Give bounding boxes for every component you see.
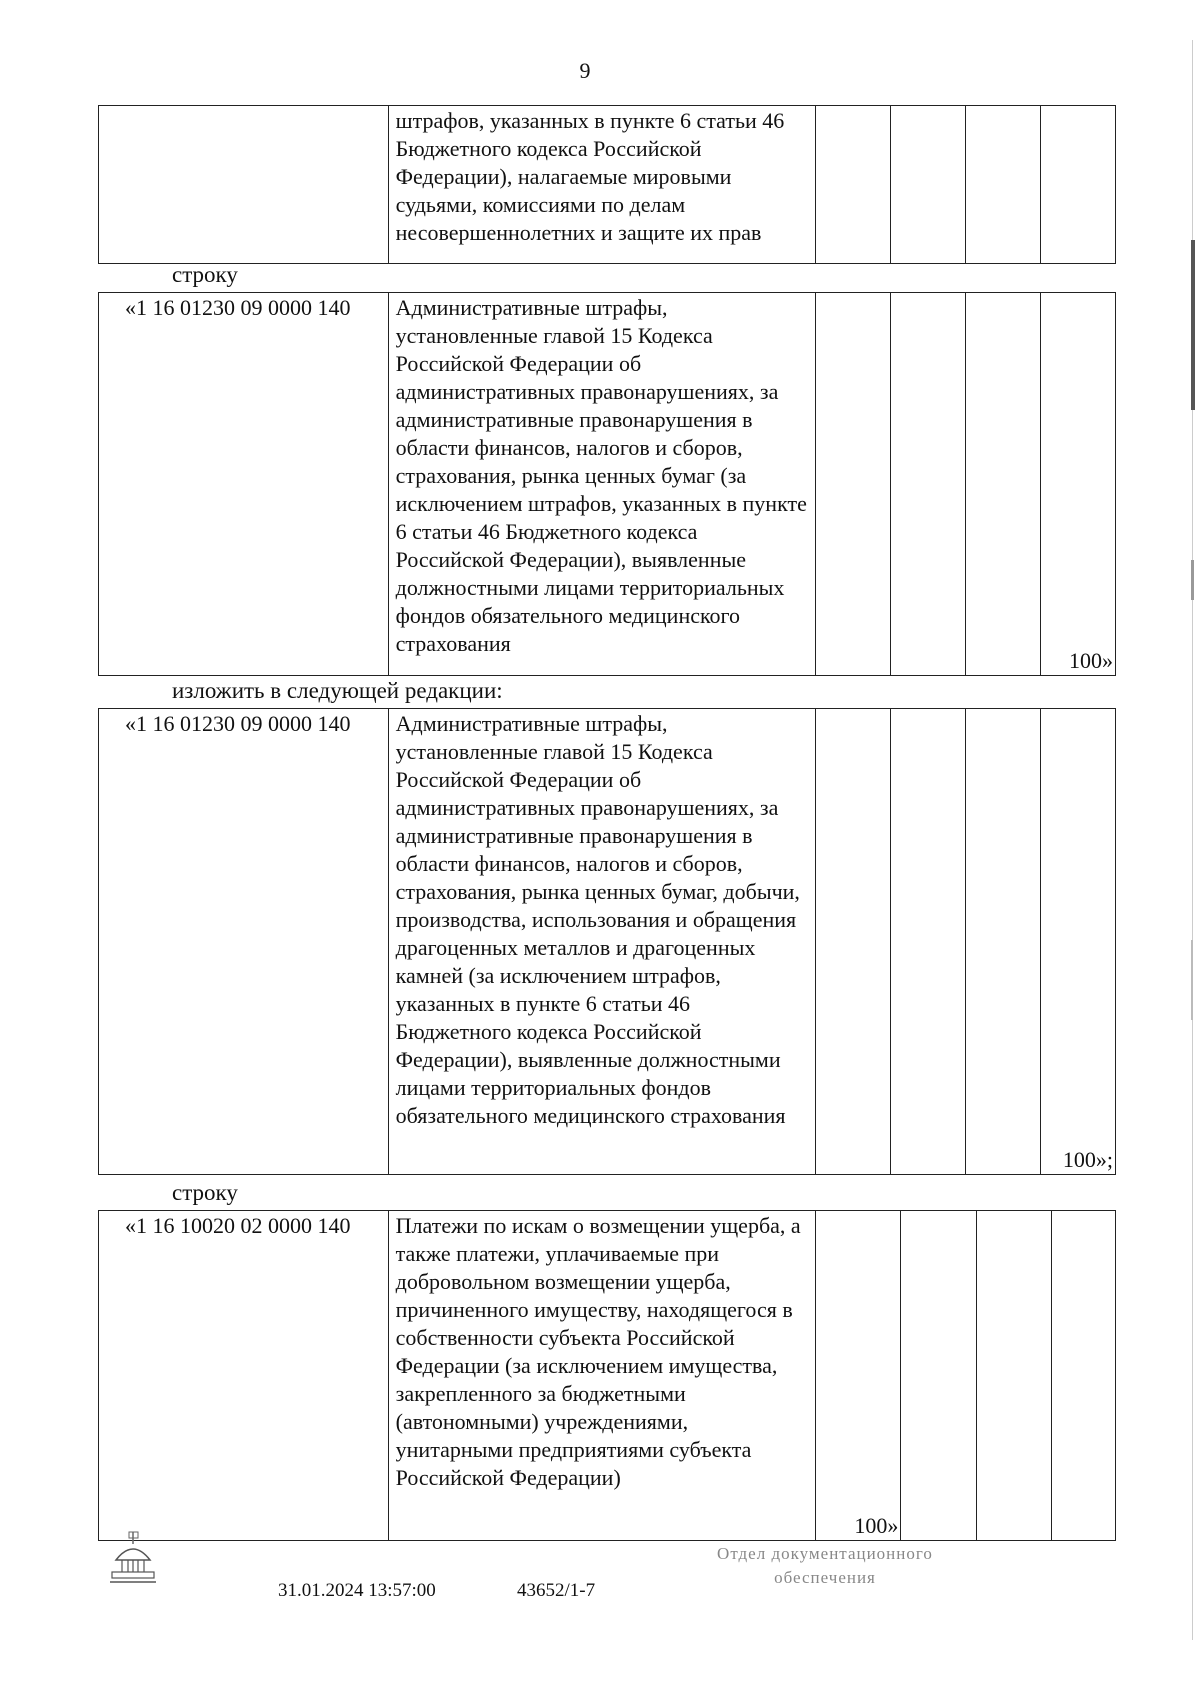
caption-row-label: строку bbox=[172, 262, 238, 287]
table-row bbox=[99, 1211, 1116, 1541]
table-row bbox=[99, 106, 1116, 264]
value-cell-2 bbox=[890, 293, 965, 676]
table-continuation-row bbox=[98, 105, 1116, 264]
value-cell-3 bbox=[965, 709, 1040, 1175]
description-cell: Административные штрафы, установленные главой 15 Кодекса Российской Федерации об административных правонарушениях, за административные правонарушения в области финансов, налогов и сборов, страхования, рынка ценных бумаг, добычи, производства, использования и обращения драгоценных металлов и драгоценных камней (за исключением штрафов, указанных в пункте 6 статьи 46 Бюджетного кодекса Российской Федерации), выявленные должностными лицами территориальных фондов обязательного медицинского страхования bbox=[388, 709, 815, 1175]
caption-edit-label: изложить в следующей редакции: bbox=[172, 678, 503, 703]
value-cell-2 bbox=[901, 1211, 976, 1541]
stamp-line-1: Отдел документационного bbox=[717, 1544, 933, 1563]
duma-logo-icon bbox=[108, 1530, 158, 1586]
table-damage-row bbox=[98, 1210, 1116, 1541]
stamp-line-2: обеспечения bbox=[774, 1568, 876, 1587]
value-cell-3 bbox=[976, 1211, 1051, 1541]
budget-code-cell: «1 16 01230 09 0000 140 bbox=[99, 293, 389, 676]
table-new-row bbox=[98, 708, 1116, 1175]
budget-code-cell bbox=[99, 106, 389, 264]
page-number: 9 bbox=[579, 58, 591, 83]
description-cell: Платежи по искам о возмещении ущерба, а также платежи, уплачиваемые при добровольном возмещении ущерба, причиненного имуществу, находящегося в собственности субъекта Российской Федерации (за исключением имущества, закрепленного за бюджетными (автономными) учреждениями, унитарными предприятиями субъекта Российской Федерации) bbox=[388, 1211, 815, 1541]
scan-margin-artifact bbox=[1190, 40, 1196, 1640]
value-cell-1 bbox=[815, 293, 890, 676]
footer-timestamp: 31.01.2024 13:57:00 bbox=[278, 1580, 436, 1601]
value-cell-1: 100» bbox=[815, 1211, 901, 1541]
budget-code-cell: «1 16 10020 02 0000 140 bbox=[99, 1211, 389, 1541]
value-cell-4 bbox=[1040, 106, 1115, 264]
value-cell-4: 100»; bbox=[1040, 709, 1115, 1175]
value-cell-1 bbox=[815, 709, 890, 1175]
footer-doc-number: 43652/1-7 bbox=[517, 1580, 596, 1601]
budget-code-cell: «1 16 01230 09 0000 140 bbox=[99, 709, 389, 1175]
department-stamp bbox=[655, 1542, 995, 1590]
value-cell-4: 100» bbox=[1040, 293, 1115, 676]
value-cell-2 bbox=[890, 709, 965, 1175]
caption-row-label-2: строку bbox=[172, 1180, 238, 1205]
description-cell: Административные штрафы, установленные главой 15 Кодекса Российской Федерации об административных правонарушениях, за административные правонарушения в области финансов, налогов и сборов, страхования, рынка ценных бумаг (за исключением штрафов, указанных в пункте 6 статьи 46 Бюджетного кодекса Российской Федерации), выявленные должностными лицами территориальных фондов обязательного медицинского страхования bbox=[388, 293, 815, 676]
table-row bbox=[99, 709, 1116, 1175]
table-old-row bbox=[98, 292, 1116, 676]
table-row bbox=[99, 293, 1116, 676]
value-cell-3 bbox=[965, 293, 1040, 676]
value-cell-1 bbox=[815, 106, 890, 264]
value-cell-3 bbox=[965, 106, 1040, 264]
value-cell-2 bbox=[890, 106, 965, 264]
value-cell-4 bbox=[1051, 1211, 1115, 1541]
description-cell: штрафов, указанных в пункте 6 статьи 46 Бюджетного кодекса Российской Федерации), налагаемые мировыми судьями, комиссиями по делам несовершеннолетних и защите их прав bbox=[388, 106, 815, 264]
